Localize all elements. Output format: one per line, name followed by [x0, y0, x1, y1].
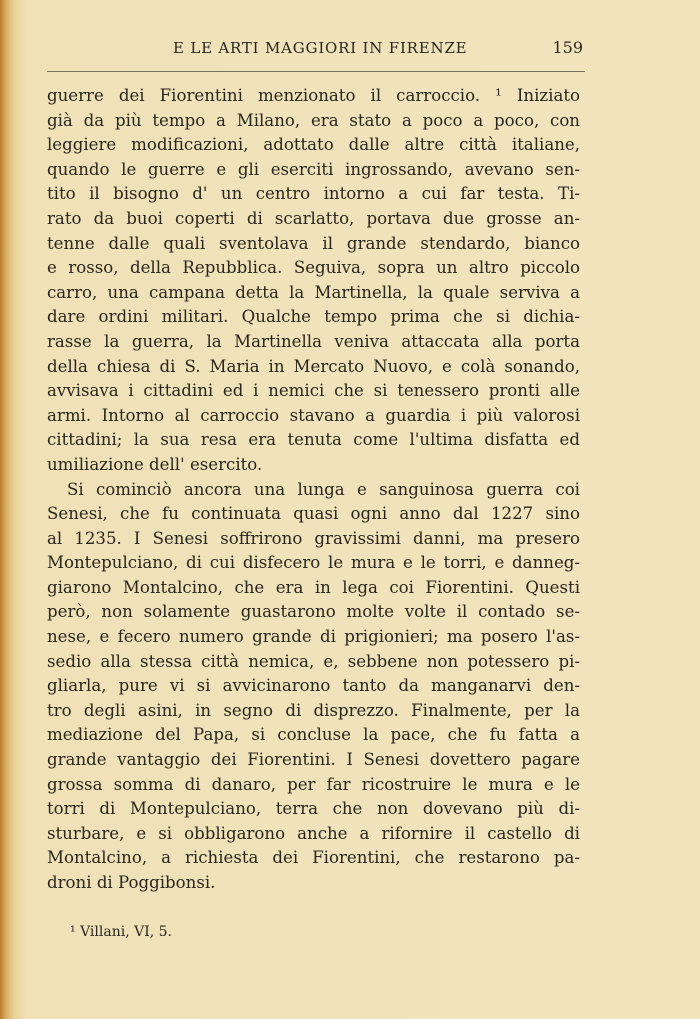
paragraph-1 — [47, 84, 580, 478]
running-header-title: E LE ARTI MAGGIORI IN FIRENZE — [173, 39, 468, 57]
text-line: sedio alla stessa città nemica, e, sebbene non potessero pi- — [47, 651, 580, 671]
text-line: e rosso, della Repubblica. Seguiva, sopra un altro piccolo — [47, 258, 580, 278]
text-line: nese, e fecero numero grande di prigionieri; ma posero l'as- — [47, 627, 580, 647]
text-line: al 1235. I Senesi soffrirono gravissimi danni, ma presero — [47, 528, 580, 548]
text-line: però, non solamente guastarono molte volte il contado se- — [47, 602, 580, 622]
text-line: gliarla, pure vi si avvicinarono tanto da manganarvi den- — [47, 676, 580, 696]
text-line: grossa somma di danaro, per far ricostruire le mura e le — [47, 774, 580, 794]
text-line: rasse la guerra, la Martinella veniva attaccata alla porta — [47, 331, 580, 351]
paragraph-2 — [47, 478, 580, 896]
text-line: giarono Montalcino, che era in lega coi Fiorentini. Questi — [47, 577, 580, 597]
footnote-separator — [47, 892, 48, 893]
text-line: armi. Intorno al carroccio stavano a guardia i più valorosi — [47, 405, 580, 425]
text-line: carro, una campana detta la Martinella, la quale serviva a — [47, 282, 580, 302]
text-line: Senesi, che fu continuata quasi ogni anno dal 1227 sino — [47, 504, 580, 524]
text-line: rato da buoi coperti di scarlatto, portava due grosse an- — [47, 208, 580, 228]
text-line: cittadini; la sua resa era tenuta come l'ultima disfatta ed — [47, 430, 580, 450]
text-line: guerre dei Fiorentini menzionato il carroccio. ¹ Iniziato — [47, 86, 580, 105]
text-line: Montepulciano, di cui disfecero le mura e le torri, e danneg- — [47, 553, 580, 573]
text-line: tro degli asini, in segno di disprezzo. Finalmente, per la — [47, 700, 580, 720]
text-line: tenne dalle quali sventolava il grande stendardo, bianco — [47, 233, 580, 253]
footnote: ¹ Villani, VI, 5. — [70, 924, 172, 940]
text-line: della chiesa di S. Maria in Mercato Nuovo, e colà sonando, — [47, 356, 580, 376]
text-line: torri di Montepulciano, terra che non dovevano più di- — [47, 799, 580, 819]
text-line: quando le guerre e gli eserciti ingrossando, avevano sen- — [47, 159, 580, 179]
text-line: grande vantaggio dei Fiorentini. I Senesi dovettero pagare — [47, 750, 580, 770]
text-line: dare ordini militari. Qualche tempo prima che si dichia- — [47, 307, 580, 327]
text-line: sturbare, e si obbligarono anche a rifornire il castello di — [47, 823, 580, 843]
text-line: leggiere modificazioni, adottato dalle altre città italiane, — [47, 135, 580, 155]
text-line: mediazione del Papa, si concluse la pace, che fu fatta a — [47, 725, 580, 745]
page-number: 159 — [552, 38, 583, 57]
text-line: avvisava i cittadini ed i nemici che si tenessero pronti alle — [47, 381, 580, 401]
text-line: Si cominciò ancora una lunga e sanguinosa guerra coi — [67, 479, 580, 499]
running-header — [47, 32, 585, 72]
text-line: tito il bisogno d' un centro intorno a cui far testa. Ti- — [47, 184, 580, 204]
text-line: già da più tempo a Milano, era stato a poco a poco, con — [47, 110, 580, 130]
text-line: umiliazione dell' esercito. — [47, 454, 263, 474]
text-line: Montalcino, a richiesta dei Fiorentini, che restarono pa- — [47, 848, 580, 868]
body-text — [47, 84, 580, 896]
text-line: droni di Poggibonsi. — [47, 873, 216, 892]
